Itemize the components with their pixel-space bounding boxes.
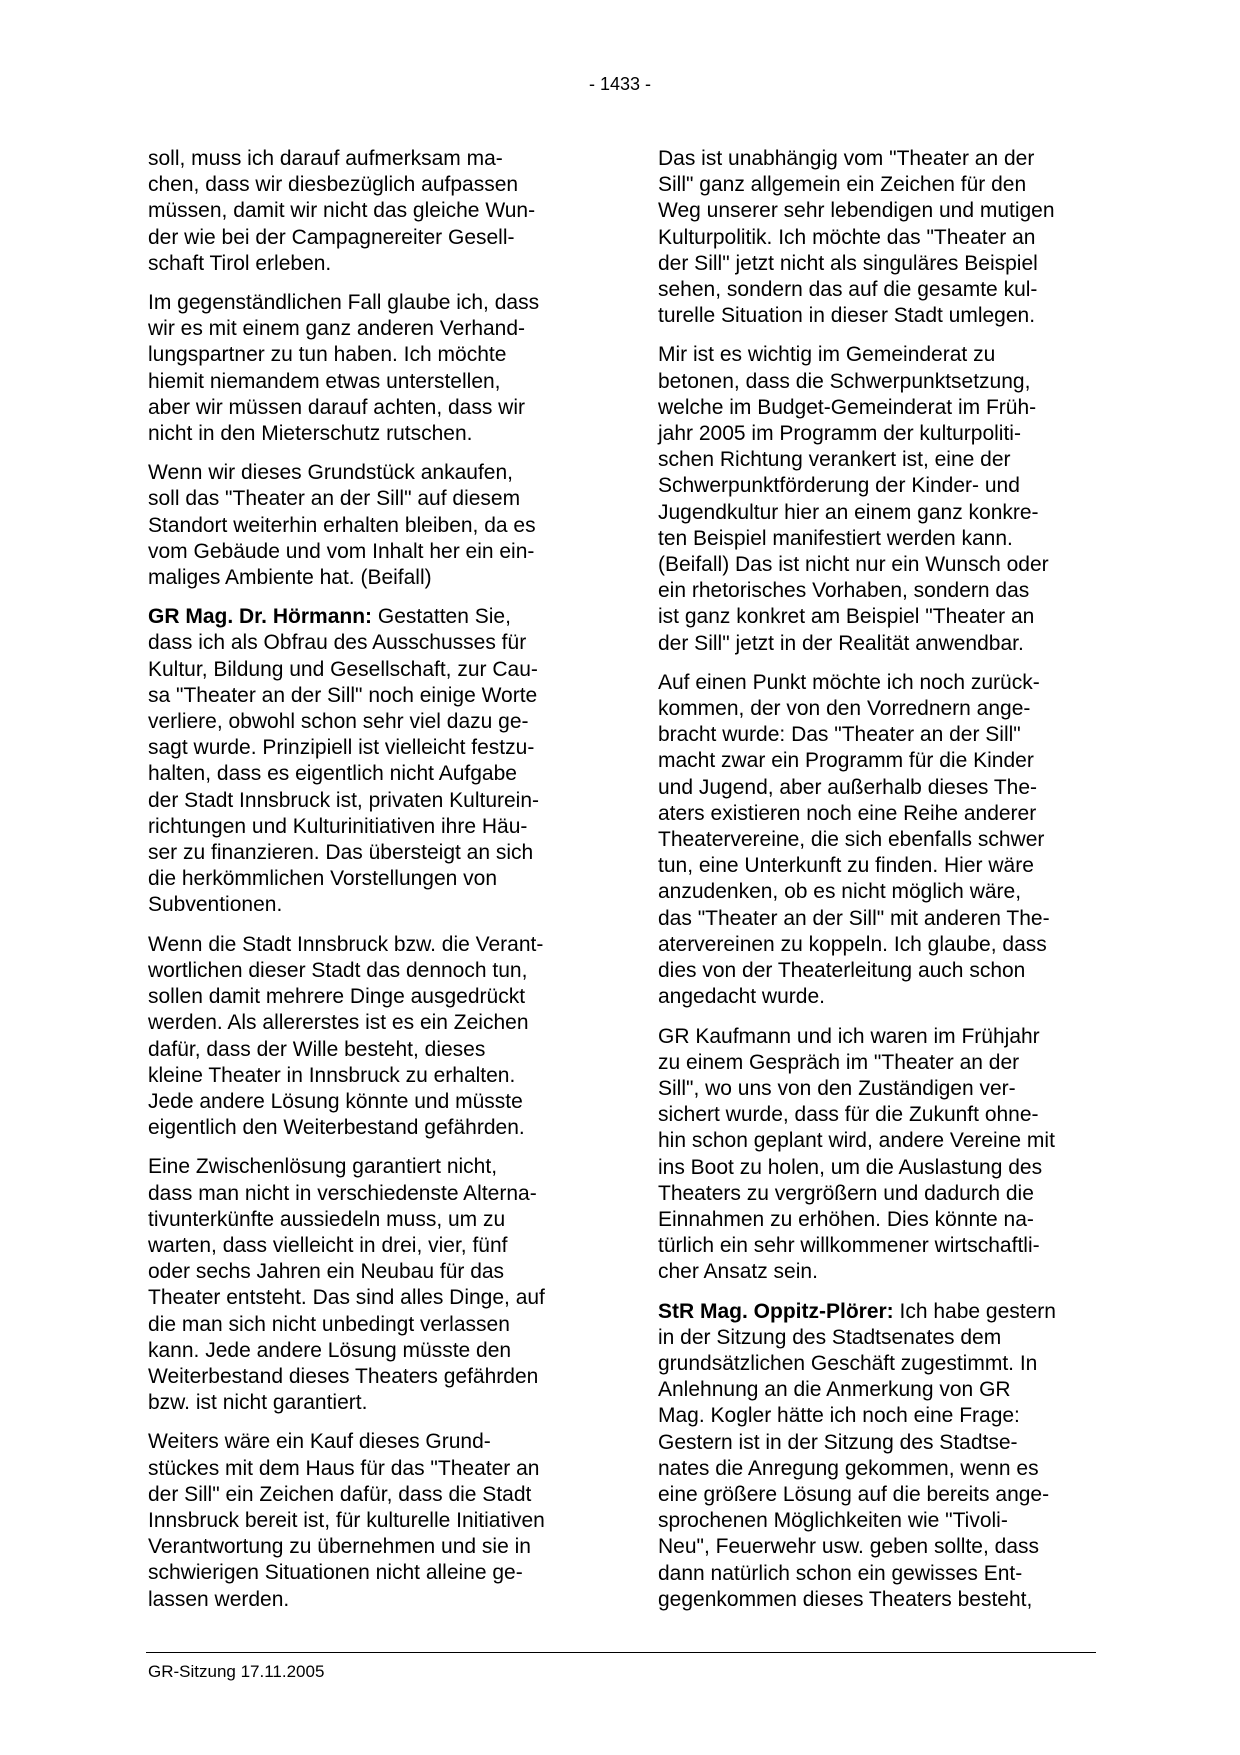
paragraph: GR Kaufmann und ich waren im Frühjahr zu einem Gespräch im "Theater an der Sill", wo uns von den Zuständigen ver- sichert wurde, dass für die Zukunft ohne- hin schon geplant wird, andere Vereine mit ins Boot zu holen, um die Auslastung des Theaters zu vergrößern und dadurch die Einnahmen zu erhöhen. Dies könnte na- türlich ein sehr willkommener wirtschaftli- cher Ansatz sein. [658,1024,1055,1284]
page-number: - 1433 - [588,74,652,94]
speech-text: Ich habe gestern in der Sitzung des Stadtsenates dem grundsätzlichen Geschäft zugestimmt. In Anlehnung an die Anmerkung von GR Mag. Kogler hätte ich noch eine Frage: Gestern ist in der Sitzung des Stadtse- nates die Anregung gekommen, wenn es eine größere Lösung auf die bereits ange- sprochenen Möglichkeiten wie "Tivoli- Neu", Feuerwehr usw. geben sollte, dass dann natürlich schon ein gewisses Ent- gegenkommen dieses Theaters besteht, [658,1299,1056,1611]
speaker-name: GR Mag. Dr. Hörmann: [148,605,373,629]
paragraph: Mir ist es wichtig im Gemeinderat zu betonen, dass die Schwerpunktsetzung, welche im Budget-Gemeinderat im Früh- jahr 2005 im Programm der kulturpoliti- schen Richtung verankert ist, eine der Schwerpunktförderung der Kinder- und Jugendkultur hier an einem ganz konkre- ten Beispiel manifestiert werden kann. (Beifall) Das ist nicht nur ein Wunsch oder ein rhetorisches Vorhaben, sondern das ist ganz konkret am Beispiel "Theater an der Sill" jetzt in der Realität anwendbar. [658,343,1049,655]
paragraph: Wenn die Stadt Innsbruck bzw. die Verant- wortlichen dieser Stadt das dennoch tun, sollen damit mehrere Dinge ausgedrückt werden. Als allererstes ist es ein Zeichen dafür, dass der Wille besteht, dieses kleine Theater in Innsbruck zu erhalten. Jede andere Lösung könnte und müsste eigentlich den Weiterbestand gefährden. [148,932,544,1140]
paragraph: Eine Zwischenlösung garantiert nicht, dass man nicht in verschiedenste Alterna- tivunterkünfte aussiedeln muss, um zu warten, dass vielleicht in drei, vier, fünf oder sechs Jahren ein Neubau für das Theater entsteht. Das sind alles Dinge, auf die man sich nicht unbedingt verlassen kann. Jede andere Lösung müsste den Weiterbestand dieses Theaters gefährden bzw. ist nicht garantiert. [148,1155,545,1415]
speaker-name: StR Mag. Oppitz-Plörer: [658,1299,894,1323]
paragraph [658,1299,1114,1613]
footer-session-date: GR-Sitzung 17.11.2005 [148,1662,325,1681]
left-column [148,146,604,1626]
paragraph: Weiters wäre ein Kauf dieses Grund- stückes mit dem Haus für das "Theater an der Sill" ein Zeichen dafür, dass die Stadt Innsbruck bereit ist, für kulturelle Initiativen Verantwortung zu übernehmen und sie in schwierigen Situationen nicht alleine ge- lassen werden. [148,1430,545,1611]
speech-text: Gestatten Sie, dass ich als Obfrau des Ausschusses für Kultur, Bildung und Gesellschaft, zur Cau- sa "Theater an der Sill" noch einige Worte verliere, obwohl schon sehr viel dazu ge- sagt wurde. Prinzipiell ist vielleicht festzu- halten, dass es eigentlich nicht Aufgabe der Stadt Innsbruck ist, privaten Kulturein- richtungen und Kulturinitiativen ihre Häu- ser zu finanzieren. Das übersteigt an sich die herkömmlichen Vorstellungen von Subventionen. [148,605,540,917]
footer-divider [146,1652,1096,1653]
paragraph: Das ist unabhängig vom "Theater an der Sill" ganz allgemein ein Zeichen für den Weg unserer sehr lebendigen und mutigen Kulturpolitik. Ich möchte das "Theater an der Sill" jetzt nicht als singuläres Beispiel sehen, sondern das auf die gesamte kul- turelle Situation in dieser Stadt umlegen. [658,147,1055,328]
paragraph: Auf einen Punkt möchte ich noch zurück- kommen, der von den Vorrednern ange- bracht wurde: Das "Theater an der Sill" macht zwar ein Programm für die Kinder und Jugend, aber außerhalb dieses The- aters existieren noch eine Reihe anderer Theatervereine, die sich ebenfalls schwer tun, eine Unterkunft zu finden. Hier wäre anzudenken, ob es nicht möglich wäre, das "Theater an der Sill" mit anderen The- atervereinen zu koppeln. Ich glaube, dass dies von der Theaterleitung auch schon angedacht wurde. [658,670,1050,1009]
paragraph: soll, muss ich darauf aufmerksam ma- chen, dass wir diesbezüglich aufpassen müssen, damit wir nicht das gleiche Wun- der wie bei der Campagnereiter Gesell- schaft Tirol erleben. [148,147,536,275]
paragraph [148,604,604,918]
paragraph: Im gegenständlichen Fall glaube ich, dass wir es mit einem ganz anderen Verhand- lungspartner zu tun haben. Ich möchte hiemit niemandem etwas unterstellen, aber wir müssen darauf achten, dass wir nicht in den Mieterschutz rutschen. [148,291,540,446]
paragraph: Wenn wir dieses Grundstück ankaufen, soll das "Theater an der Sill" auf diesem Standort weiterhin erhalten bleiben, da es vom Gebäude und vom Inhalt her ein ein- maliges Ambiente hat. (Beifall) [148,461,536,590]
right-column [658,146,1114,1626]
